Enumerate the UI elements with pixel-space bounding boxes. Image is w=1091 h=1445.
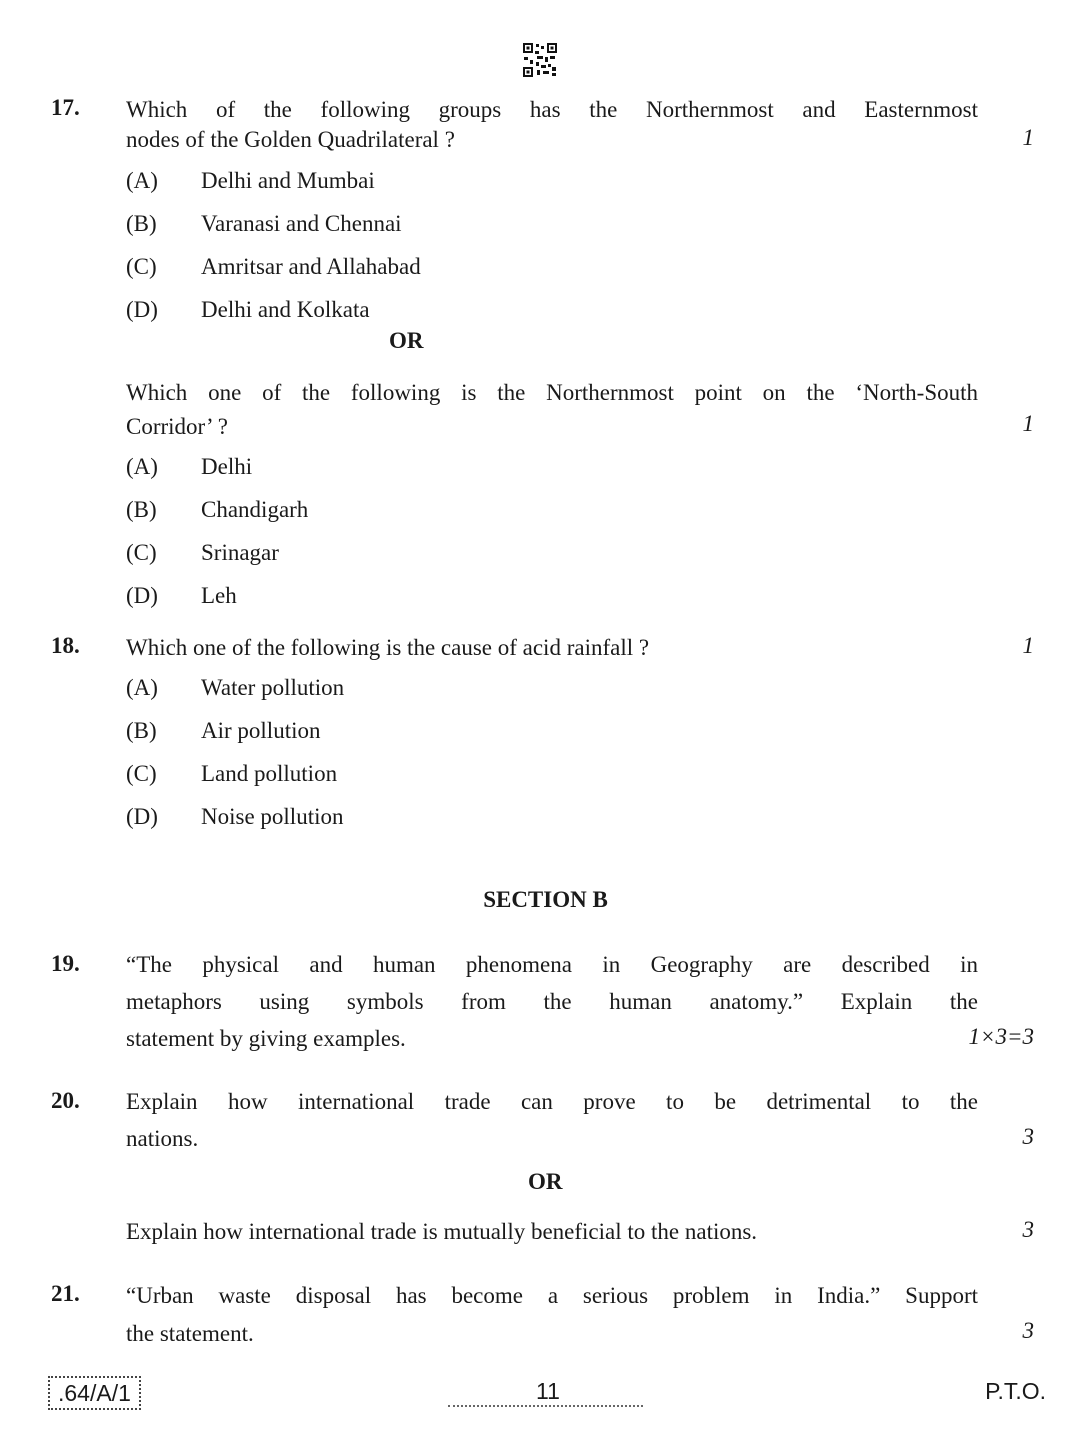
question-20-alt-text: Explain how international trade is mutually beneficial to the nations. bbox=[126, 1219, 758, 1244]
question-17-text-line2: nodes of the Golden Quadrilateral ? bbox=[126, 127, 455, 152]
or-divider: OR bbox=[528, 1169, 563, 1194]
option-text: Land pollution bbox=[201, 761, 338, 786]
question-19-text-line2: metaphors using symbols from the human anatomy.” Explain the bbox=[126, 989, 978, 1014]
question-17-alt-text-line2: Corridor’ ? bbox=[126, 414, 228, 439]
question-17-alt-text-line1: Which one of the following is the Northernmost point on the ‘North-South bbox=[126, 380, 978, 405]
option-text: Leh bbox=[201, 583, 237, 608]
option-letter: (C) bbox=[126, 254, 157, 279]
qr-code-icon bbox=[523, 43, 557, 77]
question-20-text-line2: nations. bbox=[126, 1126, 199, 1151]
option-text: Varanasi and Chennai bbox=[201, 211, 402, 236]
footer-divider bbox=[448, 1405, 643, 1407]
question-19-text-line1: “The physical and human phenomena in Geography are described in bbox=[126, 952, 978, 977]
option-letter: (D) bbox=[126, 297, 158, 322]
option-text: Noise pollution bbox=[201, 804, 344, 829]
question-20-alt-marks: 3 bbox=[1022, 1217, 1034, 1242]
option-letter: (A) bbox=[126, 675, 158, 700]
option-letter: (C) bbox=[126, 761, 157, 786]
question-17-marks: 1 bbox=[1022, 125, 1034, 150]
question-18-number: 18. bbox=[51, 633, 80, 658]
option-letter: (A) bbox=[126, 454, 158, 479]
option-letter: (D) bbox=[126, 804, 158, 829]
question-21-text-line2: the statement. bbox=[126, 1321, 254, 1346]
question-19-text-line3: statement by giving examples. bbox=[126, 1026, 406, 1051]
option-text: Amritsar and Allahabad bbox=[201, 254, 421, 279]
option-letter: (D) bbox=[126, 583, 158, 608]
question-20-text-line1: Explain how international trade can prove to be detrimental to the bbox=[126, 1089, 978, 1114]
option-text: Delhi and Kolkata bbox=[201, 297, 370, 322]
page-number: 11 bbox=[536, 1378, 560, 1404]
question-17-text-line1: Which of the following groups has the Northernmost and Easternmost bbox=[126, 97, 978, 122]
question-19-marks: 1×3=3 bbox=[968, 1024, 1034, 1049]
question-18-text: Which one of the following is the cause of acid rainfall ? bbox=[126, 635, 650, 660]
option-letter: (B) bbox=[126, 211, 157, 236]
pto-label: P.T.O. bbox=[985, 1378, 1046, 1404]
option-text: Delhi bbox=[201, 454, 253, 479]
question-20-number: 20. bbox=[51, 1088, 80, 1113]
option-text: Delhi and Mumbai bbox=[201, 168, 375, 193]
question-18-marks: 1 bbox=[1022, 633, 1034, 658]
option-letter: (B) bbox=[126, 718, 157, 743]
option-letter: (B) bbox=[126, 497, 157, 522]
question-17-number: 17. bbox=[51, 95, 80, 120]
option-text: Air pollution bbox=[201, 718, 321, 743]
paper-code: .64/A/1 bbox=[48, 1376, 141, 1410]
question-19-number: 19. bbox=[51, 951, 80, 976]
question-21-marks: 3 bbox=[1022, 1318, 1034, 1343]
section-b-heading: SECTION B bbox=[483, 887, 608, 912]
option-letter: (A) bbox=[126, 168, 158, 193]
question-17-alt-marks: 1 bbox=[1022, 411, 1034, 436]
or-divider: OR bbox=[389, 328, 424, 353]
question-21-number: 21. bbox=[51, 1281, 80, 1306]
option-text: Srinagar bbox=[201, 540, 279, 565]
question-20-marks: 3 bbox=[1022, 1124, 1034, 1149]
option-text: Chandigarh bbox=[201, 497, 309, 522]
option-letter: (C) bbox=[126, 540, 157, 565]
question-21-text-line1: “Urban waste disposal has become a serious problem in India.” Support bbox=[126, 1283, 978, 1308]
option-text: Water pollution bbox=[201, 675, 345, 700]
